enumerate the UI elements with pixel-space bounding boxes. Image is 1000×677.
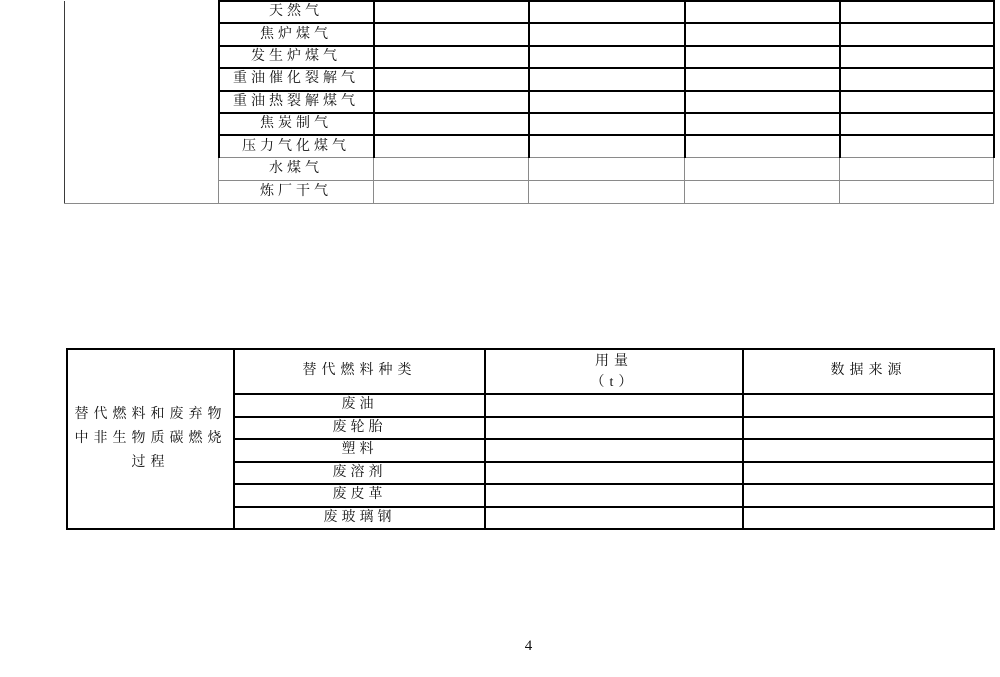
empty-data-cell (529, 113, 685, 135)
empty-source-cell (743, 462, 994, 485)
alternative-fuel-table (66, 348, 995, 530)
empty-source-cell (743, 439, 994, 462)
empty-data-cell (840, 23, 994, 45)
fuel-gas-category-stub-cell (65, 1, 219, 204)
alt-fuel-name-cell: 废轮胎 (234, 417, 485, 440)
empty-data-cell (529, 46, 685, 68)
alt-fuel-name-cell: 废油 (234, 394, 485, 417)
fuel-gas-name-cell: 压力气化煤气 (219, 135, 374, 157)
header-usage-label: 用量 (595, 353, 633, 369)
fuel-gas-name-cell: 炼厂干气 (219, 181, 374, 204)
empty-data-cell (529, 1, 685, 23)
empty-data-cell (529, 158, 685, 181)
fuel-gas-name-cell: 重油催化裂解气 (219, 68, 374, 90)
fuel-gas-name-cell: 重油热裂解煤气 (219, 91, 374, 113)
empty-data-cell (529, 135, 685, 157)
fuel-gas-name-cell: 焦炉煤气 (219, 23, 374, 45)
empty-data-cell (685, 1, 840, 23)
empty-source-cell (743, 394, 994, 417)
empty-data-cell (840, 68, 994, 90)
empty-data-cell (840, 1, 994, 23)
empty-usage-cell (485, 462, 743, 485)
empty-data-cell (374, 46, 529, 68)
empty-data-cell (840, 91, 994, 113)
page-number: 4 (524, 638, 533, 654)
alt-fuel-name-cell: 废皮革 (234, 484, 485, 507)
empty-data-cell (840, 158, 994, 181)
process-name-cell (67, 349, 234, 529)
empty-data-cell (685, 46, 840, 68)
fuel-gas-name-cell: 发生炉煤气 (219, 46, 374, 68)
alt-fuel-name-cell: 废溶剂 (234, 462, 485, 485)
empty-data-cell (529, 23, 685, 45)
empty-data-cell (374, 135, 529, 157)
empty-data-cell (374, 91, 529, 113)
empty-data-cell (529, 181, 685, 204)
empty-data-cell (685, 113, 840, 135)
empty-data-cell (840, 46, 994, 68)
empty-data-cell (840, 181, 994, 204)
table-header-row (67, 349, 994, 394)
empty-data-cell (374, 1, 529, 23)
empty-data-cell (685, 23, 840, 45)
alt-fuel-name-cell: 塑料 (234, 439, 485, 462)
empty-data-cell (374, 181, 529, 204)
alt-fuel-name-cell: 废玻璃钢 (234, 507, 485, 530)
empty-source-cell (743, 484, 994, 507)
header-data-source: 数据来源 (743, 349, 994, 394)
empty-usage-cell (485, 484, 743, 507)
fuel-gas-name-cell: 焦炭制气 (219, 113, 374, 135)
process-name-line: 过程 (131, 455, 170, 470)
empty-data-cell (685, 181, 840, 204)
empty-usage-cell (485, 439, 743, 462)
empty-data-cell (374, 68, 529, 90)
empty-data-cell (374, 23, 529, 45)
empty-data-cell (840, 135, 994, 157)
empty-data-cell (685, 158, 840, 181)
empty-data-cell (529, 91, 685, 113)
table-row (65, 1, 994, 23)
empty-data-cell (685, 135, 840, 157)
process-name-line: 替代燃料和废弃物 (74, 407, 227, 422)
header-fuel-type: 替代燃料种类 (234, 349, 485, 394)
fuel-gas-table (64, 0, 995, 204)
header-usage (485, 349, 743, 394)
process-name-line: 中非生物质碳燃烧 (74, 431, 227, 446)
empty-data-cell (529, 68, 685, 90)
fuel-gas-name-cell: 水煤气 (219, 158, 374, 181)
empty-source-cell (743, 507, 994, 530)
empty-usage-cell (485, 394, 743, 417)
empty-usage-cell (485, 417, 743, 440)
empty-data-cell (685, 68, 840, 90)
empty-data-cell (685, 91, 840, 113)
header-usage-unit: （t） (590, 374, 638, 390)
empty-usage-cell (485, 507, 743, 530)
empty-data-cell (374, 113, 529, 135)
empty-data-cell (840, 113, 994, 135)
empty-data-cell (374, 158, 529, 181)
empty-source-cell (743, 417, 994, 440)
fuel-gas-name-cell: 天然气 (219, 1, 374, 23)
